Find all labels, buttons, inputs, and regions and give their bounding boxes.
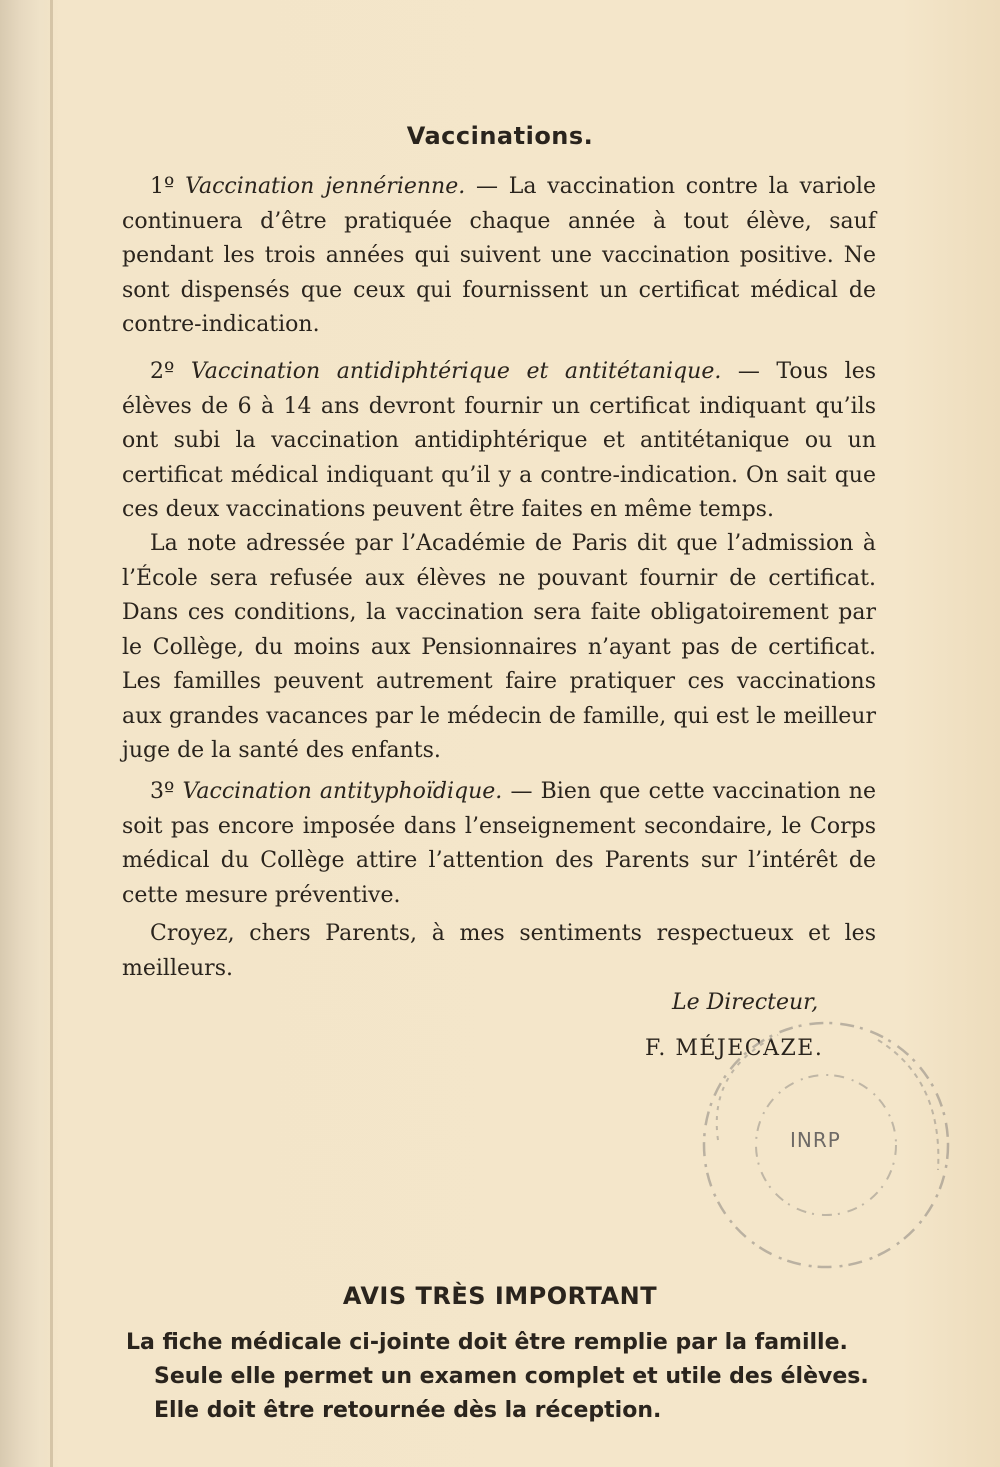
section-heading: Vaccinations. [406,122,594,150]
paragraph-closing [122,917,876,986]
paragraph-vaccination-antityphoidique [122,775,876,913]
torn-page-edge [0,0,52,1467]
notice-line-1: La fiche médicale ci-jointe doit être remplie par la famille. [126,1330,848,1355]
item-text: — La vaccination contre la variole continuera d’être pratiquée chaque année à tout élève, sauf pendant les trois années qui suivent une vaccination positive. Ne sont dispensés que ceux qui fournissent un certificat médical de contre-indication. [122,174,876,337]
notice-line-3: Elle doit être retournée dès la réception. [154,1398,662,1423]
item-title: Vaccination jennérienne. [185,174,466,199]
item-number: 1º [150,174,186,199]
item-number: 2º [150,359,191,384]
item-text: — Tous les élèves de 6 à 14 ans devront fournir un certificat indiquant qu’ils ont subi la vaccination antidiphtérique et antitétanique ou un certificat médical indiquant qu’il y a contre-indication. On sait que ces deux vaccinations peuvent être faites en même temps. [122,359,876,522]
signature-name: F. MÉJECAZE. [645,1036,824,1061]
paragraph-vaccination-jennerienne [122,170,876,343]
note-text: La note adressée par l’Académie de Paris dit que l’admission à l’École sera refusée aux élèves ne pouvant fournir de certificat. Dans ces conditions, la vaccination sera faite obligatoirement par le Collège, du moins aux Pensionnaires n’ayant pas de certificat. Les familles peuvent autrement faire pratiquer ces vaccinations aux grandes vacances par le médecin de famille, qui est le meilleur juge de la santé des enfants. [122,531,876,763]
item-text: — Bien que cette vaccination ne soit pas encore imposée dans l’enseignement secondaire, le Corps médical du Collège attire l’attention des Parents sur l’intérêt de cette mesure préventive. [122,779,876,908]
stamp-text: INRP [790,1128,841,1152]
item-title: Vaccination antityphoïdique. [182,779,503,804]
signature-title: Le Directeur, [672,990,819,1015]
paragraph-academie-note [122,527,876,769]
closing-text: Croyez, chers Parents, à mes sentiments respectueux et les meilleurs. [122,921,876,981]
paragraph-vaccination-antidiphterique [122,355,876,528]
item-title: Vaccination antidiphtérique et antitétanique. [190,359,722,384]
item-number: 3º [150,779,183,804]
notice-line-2: Seule elle permet un examen complet et utile des élèves. [154,1364,869,1389]
notice-title: AVIS TRÈS IMPORTANT [342,1282,658,1310]
